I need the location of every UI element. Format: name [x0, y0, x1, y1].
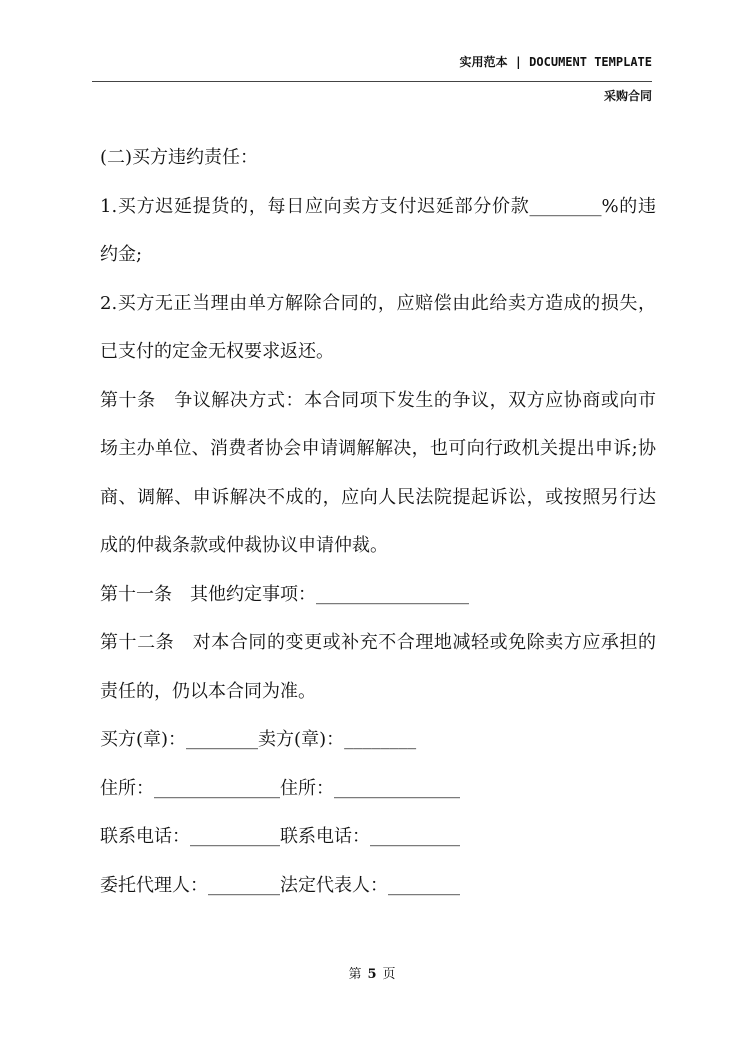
header-title: 实用范本 | DOCUMENT TEMPLATE	[459, 55, 652, 69]
page-prefix: 第	[348, 967, 362, 982]
article-11-other-matters: 第十一条 其他约定事项：_________________	[100, 583, 469, 605]
address-line: 住所：______________住所：______________	[100, 777, 460, 799]
article-10-dispute-resolution: 第十条 争议解决方式：本合同项下发生的争议，双方应协商或向市场主办单位、消费者协会申请调解解决，也可向行政机关提出申诉;协商、调解、申诉解决不成的，应向人民法院提起诉讼，或按照另行达成的仲裁条款或仲裁协议申请仲裁。	[100, 389, 656, 556]
page-number-footer	[0, 963, 744, 982]
page-number: 5	[367, 967, 377, 982]
document-body	[100, 134, 656, 910]
phone-line: 联系电话：__________联系电话：__________	[100, 826, 460, 847]
clause-late-pickup: 1.买方迟延提货的，每日应向卖方支付迟延部分价款________%的违约金;	[100, 195, 656, 265]
header-subtitle: 采购合同	[603, 89, 652, 103]
page-suffix: 页	[382, 967, 396, 982]
article-12-amendments: 第十二条 对本合同的变更或补充不合理地减轻或免除卖方应承担的责任的，仍以本合同为准。	[100, 632, 656, 702]
header-divider	[92, 81, 652, 82]
signature-seal-line: 买方(章)：________卖方(章)：________	[100, 729, 417, 750]
section-heading-buyer-liability: (二)买方违约责任：	[100, 147, 259, 168]
representative-line: 委托代理人：________法定代表人：________	[100, 874, 460, 896]
clause-unilateral-termination: 2.买方无正当理由单方解除合同的，应赔偿由此给卖方造成的损失，已支付的定金无权要求返还。	[100, 292, 656, 362]
